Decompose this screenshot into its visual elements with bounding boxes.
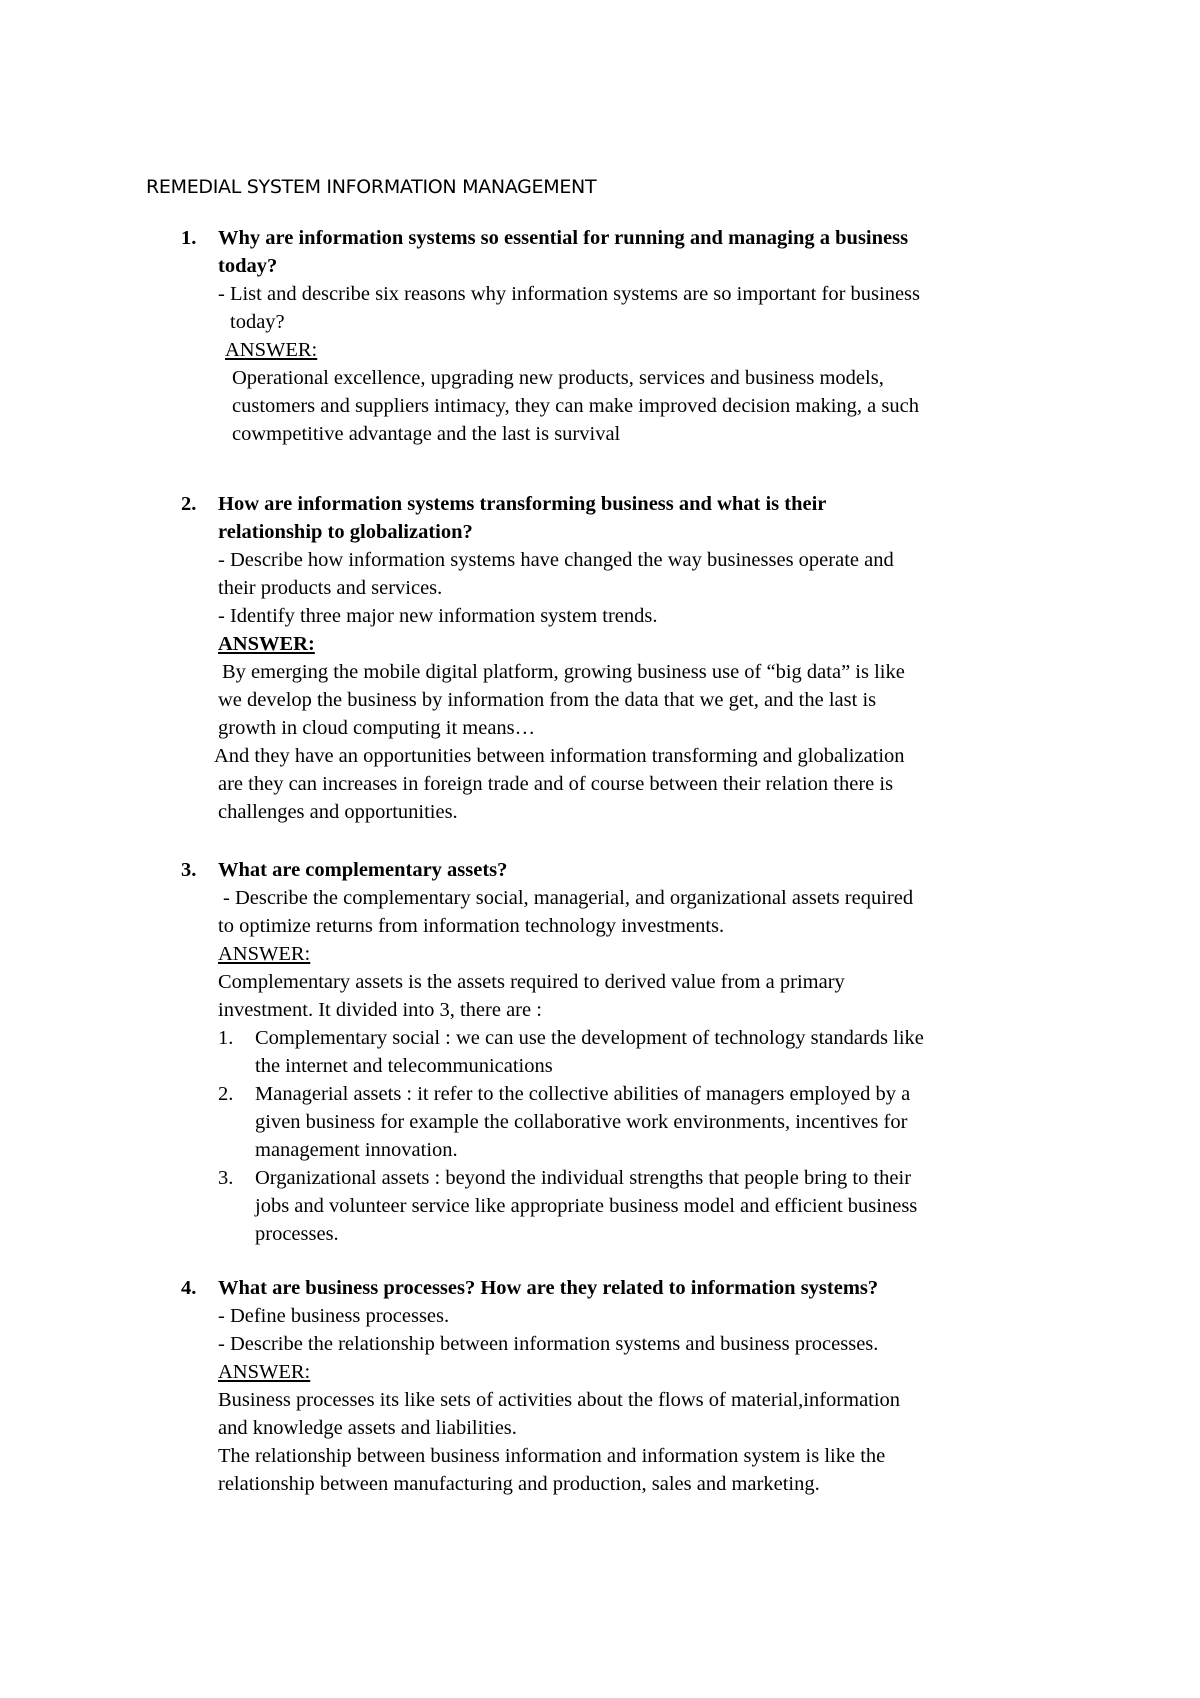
answer-text: customers and suppliers intimacy, they can make improved decision making, a such (232, 395, 919, 417)
answer-label: ANSWER: (225, 339, 318, 361)
question-title: relationship to globalization? (218, 521, 473, 543)
sub-item-text: the internet and telecommunications (255, 1055, 553, 1077)
question-prompt: today? (230, 311, 285, 333)
answer-label: ANSWER: (218, 943, 311, 965)
question-title: What are business processes? How are they related to information systems? (218, 1277, 879, 1299)
question-prompt: - List and describe six reasons why information systems are so important for business (218, 283, 920, 305)
answer-text: Business processes its like sets of activities about the flows of material,information (218, 1389, 901, 1411)
question-title: Why are information systems so essential for running and managing a business (218, 227, 909, 249)
question-prompt: - Identify three major new information system trends. (218, 605, 658, 627)
answer-text: we develop the business by information from the data that we get, and the last is (218, 689, 877, 711)
sub-item-number: 1. (218, 1027, 234, 1049)
question-title: How are information systems transforming business and what is their (218, 493, 827, 515)
answer-text: Operational excellence, upgrading new products, services and business models, (232, 367, 884, 389)
answer-text: are they can increases in foreign trade and of course between their relation there is (218, 773, 894, 795)
answer-label: ANSWER: (218, 633, 315, 655)
sub-item-text: Organizational assets : beyond the individual strengths that people bring to their (255, 1167, 912, 1189)
sub-item-text: management innovation. (255, 1139, 458, 1161)
answer-text: cowmpetitive advantage and the last is survival (232, 423, 621, 445)
sub-item-text: Managerial assets : it refer to the collective abilities of managers employed by a (255, 1083, 911, 1105)
sub-item-number: 2. (218, 1083, 234, 1105)
question-prompt: - Define business processes. (218, 1305, 450, 1327)
answer-text: growth in cloud computing it means… (218, 717, 536, 739)
question-title: today? (218, 255, 278, 277)
sub-item-text: processes. (255, 1223, 339, 1245)
question-prompt: - Describe the complementary social, managerial, and organizational assets required (223, 887, 914, 909)
document-title: REMEDIAL SYSTEM INFORMATION MANAGEMENT (146, 176, 597, 198)
answer-text: By emerging the mobile digital platform, growing business use of “big data” is like (222, 661, 905, 683)
sub-item-text: jobs and volunteer service like appropriate business model and efficient business (255, 1195, 918, 1217)
sub-item-number: 3. (218, 1167, 234, 1189)
question-prompt: to optimize returns from information technology investments. (218, 915, 725, 937)
question-number: 2. (181, 493, 197, 515)
question-number: 1. (181, 227, 197, 249)
answer-label: ANSWER: (218, 1361, 311, 1383)
question-title: What are complementary assets? (218, 859, 508, 881)
sub-item-text: Complementary social : we can use the development of technology standards like (255, 1027, 924, 1049)
answer-text: And they have an opportunities between information transforming and globalization (214, 745, 905, 767)
answer-text: relationship between manufacturing and production, sales and marketing. (218, 1473, 820, 1495)
question-number: 4. (181, 1277, 197, 1299)
question-number: 3. (181, 859, 197, 881)
answer-text: Complementary assets is the assets required to derived value from a primary (218, 971, 845, 993)
sub-item-text: given business for example the collaborative work environments, incentives for (255, 1111, 908, 1133)
question-prompt: - Describe the relationship between information systems and business processes. (218, 1333, 879, 1355)
answer-text: The relationship between business information and information system is like the (218, 1445, 886, 1467)
answer-text: challenges and opportunities. (218, 801, 458, 823)
question-prompt: their products and services. (218, 577, 443, 599)
question-prompt: - Describe how information systems have changed the way businesses operate and (218, 549, 894, 571)
answer-text: and knowledge assets and liabilities. (218, 1417, 517, 1439)
answer-text: investment. It divided into 3, there are : (218, 999, 542, 1021)
